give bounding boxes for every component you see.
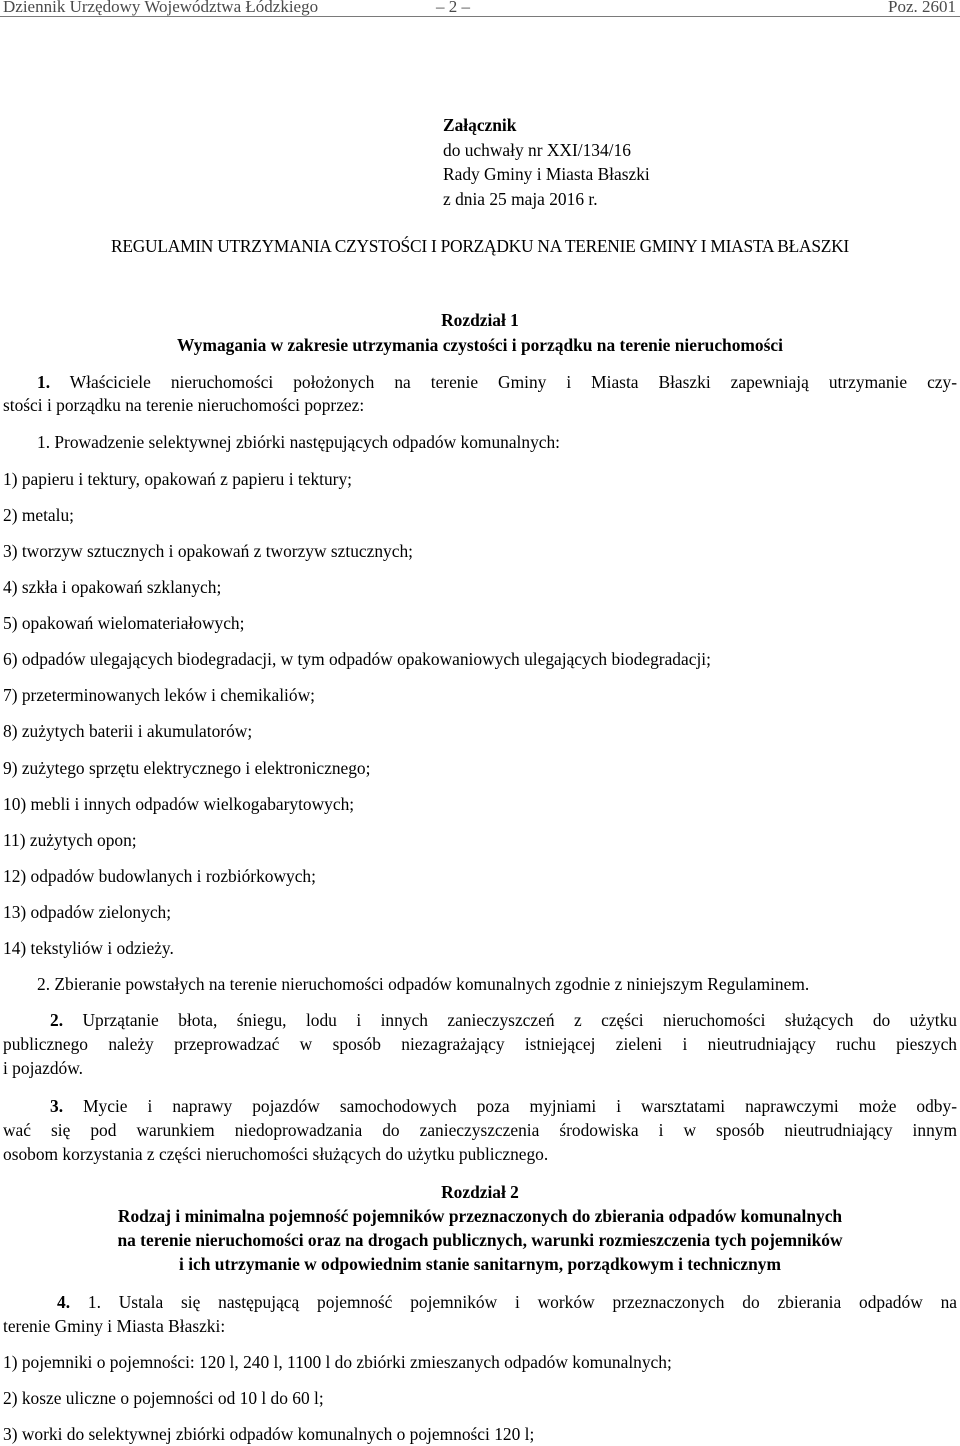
chapter2-heading: Rodzaj i minimalna pojemność pojemników przeznaczonych do zbierania odpadów komunalnych [117,1206,843,1226]
par4-line2: terenie Gminy i Miasta Błaszki: [3,1316,226,1336]
list-item: 6) odpadów ulegających biodegradacji, w tym odpadów opakowaniowych ulegających biodegradacji; [3,649,711,669]
list-item: 8) zużytych baterii i akumulatorów; [3,721,253,741]
list-item: 9) zużytego sprzętu elektrycznego i elektronicznego; [3,758,371,778]
par2-line2: publicznego należy przeprowadzać w sposób niezagrażający istniejącej zieleni i nieutrudniający ruchu pieszych [3,1034,957,1054]
list-item: 3) worki do selektywnej zbiórki odpadów komunalnych o pojemności 120 l; [3,1424,535,1444]
page-number: – 2 – [436,0,470,16]
annex-line: do uchwały nr XXI/134/16 [443,139,631,160]
list-item: 3) tworzyw sztucznych i opakowań z tworzyw sztucznych; [3,541,413,561]
par2-line1 [50,1008,957,1032]
list-item: 10) mebli i innych odpadów wielkogabarytowych; [3,794,355,814]
par3-text: Mycie i naprawy pojazdów samochodowych poza myjniami i warsztatami naprawczymi może odby- [83,1096,957,1116]
position-number: Poz. 2601 [888,0,956,16]
annex-line: Rady Gminy i Miasta Błaszki [443,164,650,184]
page-header [0,0,960,20]
par2-line3: i pojazdów. [3,1058,84,1078]
par3-line1 [50,1094,957,1118]
par4-line1 [57,1290,957,1314]
annex-line: z dnia 25 maja 2016 r. [443,188,598,209]
par4-text: 1. Ustala się następującą pojemność pojemników i worków przeznaczonych do zbierania odpadów na [87,1292,957,1312]
document-title: REGULAMIN UTRZYMANIA CZYSTOŚCI I PORZĄDKU NA TERENIE GMINY I MIASTA BŁASZKI [111,236,849,256]
list-item: 2) metalu; [3,505,74,525]
annex-block [443,113,650,211]
par3-line2: wać się pod warunkiem niedoprowadzania do zanieczyszczenia środowiska i w sposób nieutrudniający innym [3,1120,957,1140]
chapter1-label: Rozdział 1 [441,310,519,330]
par1-mark: 1. [37,372,51,392]
list-item: 14) tekstyliów i odzieży. [3,938,174,958]
par1-line1 [37,370,957,394]
par3-line3: osobom korzystania z części nieruchomości służących do użytku publicznego. [3,1144,549,1164]
par4-mark: 4. [57,1292,71,1312]
par1-point1: 1. Prowadzenie selektywnej zbiórki następujących odpadów komunalnych: [37,432,561,452]
par1-line2: stości i porządku na terenie nieruchomości poprzez: [3,395,365,415]
list-item: 12) odpadów budowlanych i rozbiórkowych; [3,866,316,886]
list-item: 1) papieru i tektury, opakowań z papieru i tektury; [3,469,352,489]
chapter2-heading: i ich utrzymanie w odpowiednim stanie sanitarnym, porządkowym i technicznym [179,1254,781,1274]
list-item: 7) przeterminowanych leków i chemikaliów; [3,685,315,705]
header-rule [0,16,960,17]
list-item: 5) opakowań wielomateriałowych; [3,613,245,633]
annex-title: Załącznik [443,115,517,135]
par3-mark: 3. [50,1096,64,1116]
publication-name: Dziennik Urzędowy Województwa Łódzkiego [3,0,319,16]
chapter2-label: Rozdział 2 [441,1182,519,1202]
par2-mark: 2. [50,1010,64,1030]
par1-point2: 2. Zbieranie powstałych na terenie nieruchomości odpadów komunalnych zgodnie z niniejszym Regulaminem. [37,974,810,994]
par1-text: Właściciele nieruchomości położonych na terenie Gminy i Miasta Błaszki zapewniają utrzymanie czy- [69,372,957,392]
par2-text: Uprzątanie błota, śniegu, lodu i innych zanieczyszczeń z części nieruchomości służących do użytku [82,1010,957,1030]
list-item: 13) odpadów zielonych; [3,902,172,922]
chapter2-heading: na terenie nieruchomości oraz na drogach publicznych, warunki rozmieszczenia tych pojemników [117,1230,843,1250]
list-item: 1) pojemniki o pojemności: 120 l, 240 l, 1100 l do zbiórki zmieszanych odpadów komunalnych; [3,1352,672,1372]
chapter1-heading: Wymagania w zakresie utrzymania czystości i porządku na terenie nieruchomości [177,335,783,355]
list-item: 2) kosze uliczne o pojemności od 10 l do 60 l; [3,1388,324,1408]
list-item: 11) zużytych opon; [3,830,137,850]
list-item: 4) szkła i opakowań szklanych; [3,577,222,597]
